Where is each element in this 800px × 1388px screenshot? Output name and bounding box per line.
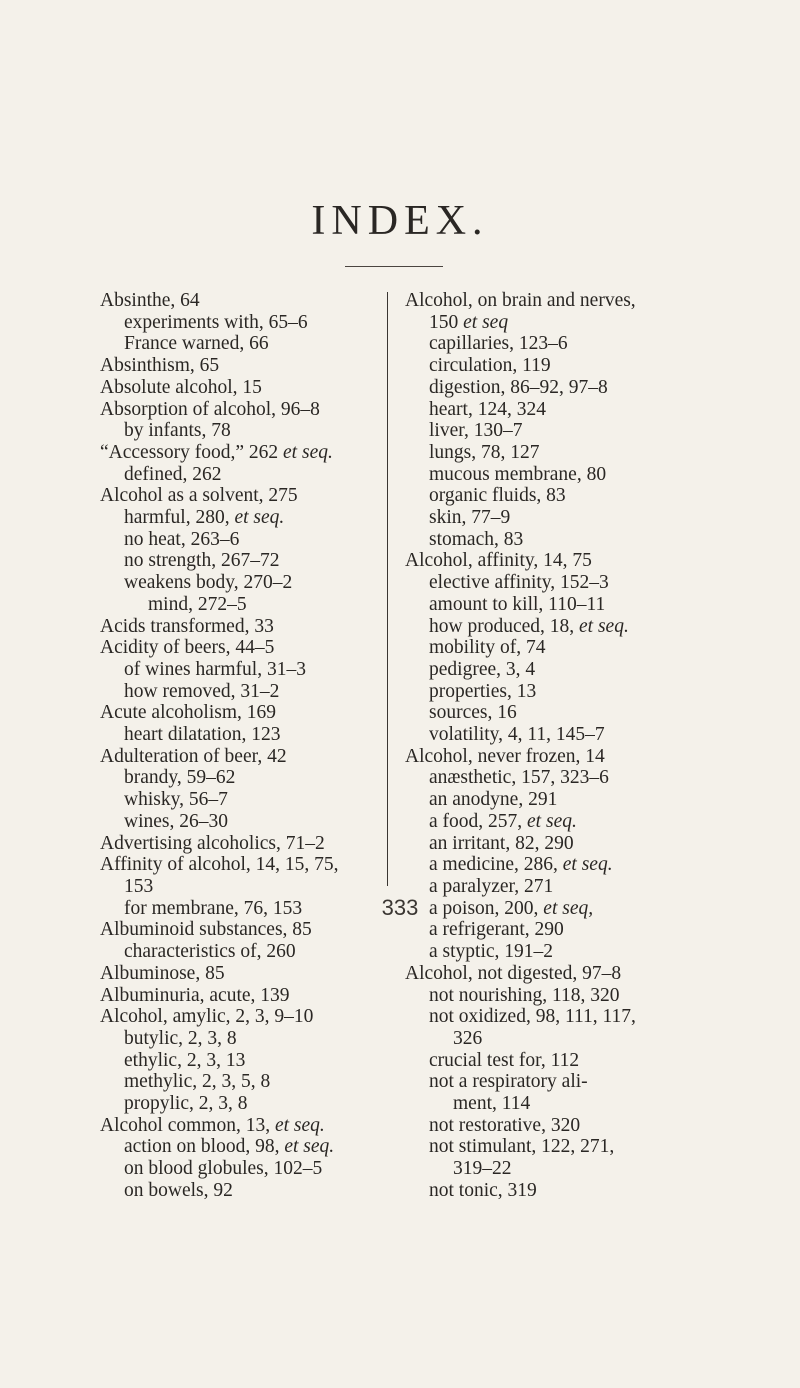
entry-text: properties, 13 — [429, 680, 537, 702]
index-entry — [100, 355, 400, 377]
entry-text: capillaries, 123–6 — [429, 333, 568, 355]
index-entry — [405, 746, 750, 768]
index-entry — [100, 290, 400, 312]
index-entry — [100, 1050, 400, 1072]
entry-text: Absinthe, 64 — [100, 290, 200, 311]
index-entry — [100, 507, 400, 529]
entry-text: brandy, 59–62 — [124, 767, 236, 789]
index-entry — [100, 963, 400, 985]
index-entry — [100, 550, 400, 572]
entry-text: not oxidized, 98, 111, 117, — [429, 1006, 636, 1028]
index-entry — [405, 572, 750, 594]
entry-text: harmful, 280, — [124, 507, 235, 529]
index-entry — [100, 637, 400, 659]
entry-text: heart, 124, 324 — [429, 398, 546, 420]
index-entry — [100, 1115, 400, 1137]
entry-text: by infants, 78 — [124, 420, 231, 442]
index-entry — [100, 1028, 400, 1050]
entry-text: heart dilatation, 123 — [124, 724, 281, 746]
entry-text: butylic, 2, 3, 8 — [124, 1027, 237, 1049]
entry-text: Absolute alcohol, 15 — [100, 376, 262, 398]
entry-text: Albuminoid substances, 85 — [100, 919, 312, 941]
index-entry — [100, 767, 400, 789]
index-entry — [405, 1093, 750, 1115]
entry-text: 150 — [429, 311, 464, 333]
entry-text: action on blood, 98, — [124, 1136, 285, 1158]
entry-text: a refrigerant, 290 — [429, 919, 564, 941]
index-entry — [100, 854, 400, 876]
entry-text: not a respiratory ali- — [429, 1071, 588, 1093]
index-entry — [100, 746, 400, 768]
entry-text: amount to kill, 110–11 — [429, 593, 606, 615]
entry-text: for membrane, 76, 153 — [124, 897, 303, 919]
index-column-right — [405, 290, 750, 1202]
entry-text: crucial test for, 112 — [429, 1049, 580, 1071]
index-entry — [100, 941, 400, 963]
index-entry — [405, 1071, 750, 1093]
index-entry — [100, 811, 400, 833]
entry-text: mobility of, 74 — [429, 637, 546, 659]
entry-text: digestion, 86–92, 97–8 — [429, 376, 608, 398]
index-entry — [100, 485, 400, 507]
entry-text: wines, 26–30 — [124, 810, 228, 832]
entry-text: whisky, 56–7 — [124, 789, 228, 811]
entry-text: a poison, 200, — [429, 897, 544, 919]
page-number: 333 — [381, 895, 419, 920]
entry-text: Alcohol, never frozen, 14 — [405, 745, 605, 767]
index-entry — [405, 616, 750, 638]
entry-text: 319–22 — [453, 1158, 512, 1180]
index-entry — [405, 963, 750, 985]
entry-text: stomach, 83 — [429, 528, 524, 550]
index-entry — [100, 464, 400, 486]
index-column-left — [100, 290, 400, 1202]
entry-italic-text: et seq — [463, 311, 509, 333]
entry-text: experiments with, 65–6 — [124, 311, 308, 333]
index-entry — [405, 442, 750, 464]
index-entry — [405, 1006, 750, 1028]
index-entry — [405, 833, 750, 855]
entry-text: Alcohol, affinity, 14, 75 — [405, 550, 592, 572]
entry-text: not tonic, 319 — [429, 1179, 537, 1201]
entry-italic-text: et seq. — [527, 810, 577, 832]
entry-text: weakens body, 270–2 — [124, 572, 293, 594]
index-entry — [100, 529, 400, 551]
entry-text: not nourishing, 118, 320 — [429, 984, 620, 1006]
entry-text: France warned, 66 — [124, 333, 269, 355]
index-entry — [405, 377, 750, 399]
entry-italic-text: et seq. — [284, 1136, 335, 1158]
entry-text: elective affinity, 152–3 — [429, 572, 609, 594]
index-entry — [405, 724, 750, 746]
entry-italic-text: et seq. — [562, 854, 613, 876]
index-entry — [405, 659, 750, 681]
index-entry — [405, 854, 750, 876]
index-entry — [405, 767, 750, 789]
index-entry — [405, 941, 750, 963]
index-entry — [405, 464, 750, 486]
index-entry — [100, 572, 400, 594]
entry-text: Adulteration of beer, 42 — [100, 745, 287, 767]
entry-text: a food, 257, — [429, 810, 528, 832]
index-entry — [405, 1180, 750, 1202]
entry-text: ment, 114 — [453, 1093, 531, 1115]
entry-italic-text: et seq. — [579, 615, 629, 637]
entry-text: defined, 262 — [124, 463, 222, 485]
entry-text: of wines harmful, 31–3 — [124, 658, 306, 680]
entry-text: Absinthism, 65 — [100, 355, 220, 377]
column-divider — [387, 292, 388, 886]
entry-text: Alcohol common, 13, — [100, 1114, 275, 1136]
index-entry — [405, 507, 750, 529]
index-entry — [100, 702, 400, 724]
index-entry — [100, 399, 400, 421]
index-entry — [100, 789, 400, 811]
entry-text: Advertising alcoholics, 71–2 — [100, 832, 325, 854]
entry-text: how removed, 31–2 — [124, 680, 280, 702]
entry-text: on blood globules, 102–5 — [124, 1158, 323, 1180]
index-entry — [405, 529, 750, 551]
index-entry — [405, 1158, 750, 1180]
entry-text: circulation, 119 — [429, 355, 551, 377]
entry-text: Alcohol, on brain and nerves, — [405, 290, 636, 311]
entry-text: Absorption of alcohol, 96–8 — [100, 398, 320, 420]
entry-italic-text: et seq. — [283, 441, 333, 463]
entry-text: an anodyne, 291 — [429, 789, 558, 811]
entry-text: methylic, 2, 3, 5, 8 — [124, 1071, 271, 1093]
index-entry — [100, 1006, 400, 1028]
entry-text: on bowels, 92 — [124, 1179, 233, 1201]
entry-text: Albuminuria, acute, 139 — [100, 984, 290, 1006]
entry-text: no strength, 267–72 — [124, 550, 280, 572]
index-entry — [100, 442, 400, 464]
index-entry — [100, 985, 400, 1007]
index-entry — [100, 833, 400, 855]
index-entry — [405, 789, 750, 811]
entry-text: anæsthetic, 157, 323–6 — [429, 767, 609, 789]
index-entry — [405, 702, 750, 724]
entry-text: Affinity of alcohol, 14, 15, 75, — [100, 854, 339, 876]
entry-text: ethylic, 2, 3, 13 — [124, 1049, 246, 1071]
index-entry — [405, 681, 750, 703]
index-entry — [100, 1071, 400, 1093]
index-entry — [100, 681, 400, 703]
entry-text: no heat, 263–6 — [124, 528, 240, 550]
index-entry — [405, 399, 750, 421]
entry-text: pedigree, 3, 4 — [429, 658, 536, 680]
entry-text: “Accessory food,” 262 — [100, 441, 284, 463]
entry-text: Alcohol, amylic, 2, 3, 9–10 — [100, 1006, 314, 1028]
index-entry — [100, 1136, 400, 1158]
index-entry — [100, 724, 400, 746]
index-entry — [100, 919, 400, 941]
entry-text: a styptic, 191–2 — [429, 941, 554, 963]
entry-text: mucous membrane, 80 — [429, 463, 607, 485]
index-entry — [100, 312, 400, 334]
entry-text: an irritant, 82, 290 — [429, 832, 574, 854]
entry-italic-text: et seq, — [543, 897, 594, 919]
index-entry — [405, 485, 750, 507]
entry-text: a medicine, 286, — [429, 854, 563, 876]
index-entry — [405, 811, 750, 833]
entry-text: not restorative, 320 — [429, 1114, 581, 1136]
index-entry — [100, 377, 400, 399]
index-entry — [405, 333, 750, 355]
index-entry — [405, 355, 750, 377]
entry-text: Acute alcoholism, 169 — [100, 702, 277, 724]
index-entry — [100, 333, 400, 355]
index-entry — [405, 420, 750, 442]
entry-text: Albuminose, 85 — [100, 962, 225, 984]
entry-text: a paralyzer, 271 — [429, 875, 554, 897]
entry-text: Acids transformed, 33 — [100, 615, 274, 637]
entry-italic-text: et seq. — [234, 507, 285, 529]
index-entry — [100, 616, 400, 638]
index-entry — [405, 985, 750, 1007]
entry-text: Acidity of beers, 44–5 — [100, 637, 275, 659]
entry-text: Alcohol, not digested, 97–8 — [405, 962, 622, 984]
entry-text: characteristics of, 260 — [124, 941, 296, 963]
entry-text: propylic, 2, 3, 8 — [124, 1093, 248, 1115]
index-entry — [100, 1158, 400, 1180]
index-entry — [405, 919, 750, 941]
entry-text: not stimulant, 122, 271, — [429, 1136, 615, 1158]
page-title: INDEX. — [311, 198, 489, 244]
index-entry — [405, 550, 750, 572]
entry-italic-text: et seq. — [274, 1114, 325, 1136]
entry-text: volatility, 4, 11, 145–7 — [429, 724, 605, 746]
index-entry — [100, 1093, 400, 1115]
index-entry — [405, 1115, 750, 1137]
index-entry — [405, 312, 750, 334]
entry-text: how produced, 18, — [429, 615, 580, 637]
entry-text: organic fluids, 83 — [429, 485, 566, 507]
index-entry — [100, 420, 400, 442]
entry-text: mind, 272–5 — [148, 593, 247, 615]
entry-text: sources, 16 — [429, 702, 517, 724]
entry-text: Alcohol as a solvent, 275 — [100, 485, 298, 507]
index-entry — [405, 1050, 750, 1072]
entry-text: skin, 77–9 — [429, 507, 511, 529]
title-rule — [345, 266, 443, 267]
index-entry — [100, 594, 400, 616]
index-entry — [100, 659, 400, 681]
entry-text: liver, 130–7 — [429, 420, 523, 442]
index-entry — [405, 1028, 750, 1050]
index-entry — [100, 1180, 400, 1202]
entry-text: lungs, 78, 127 — [429, 441, 540, 463]
entry-text: 326 — [453, 1027, 483, 1049]
index-entry — [405, 1136, 750, 1158]
index-entry — [405, 637, 750, 659]
index-entry — [405, 594, 750, 616]
index-entry — [405, 290, 750, 312]
entry-text: 153 — [124, 875, 154, 897]
